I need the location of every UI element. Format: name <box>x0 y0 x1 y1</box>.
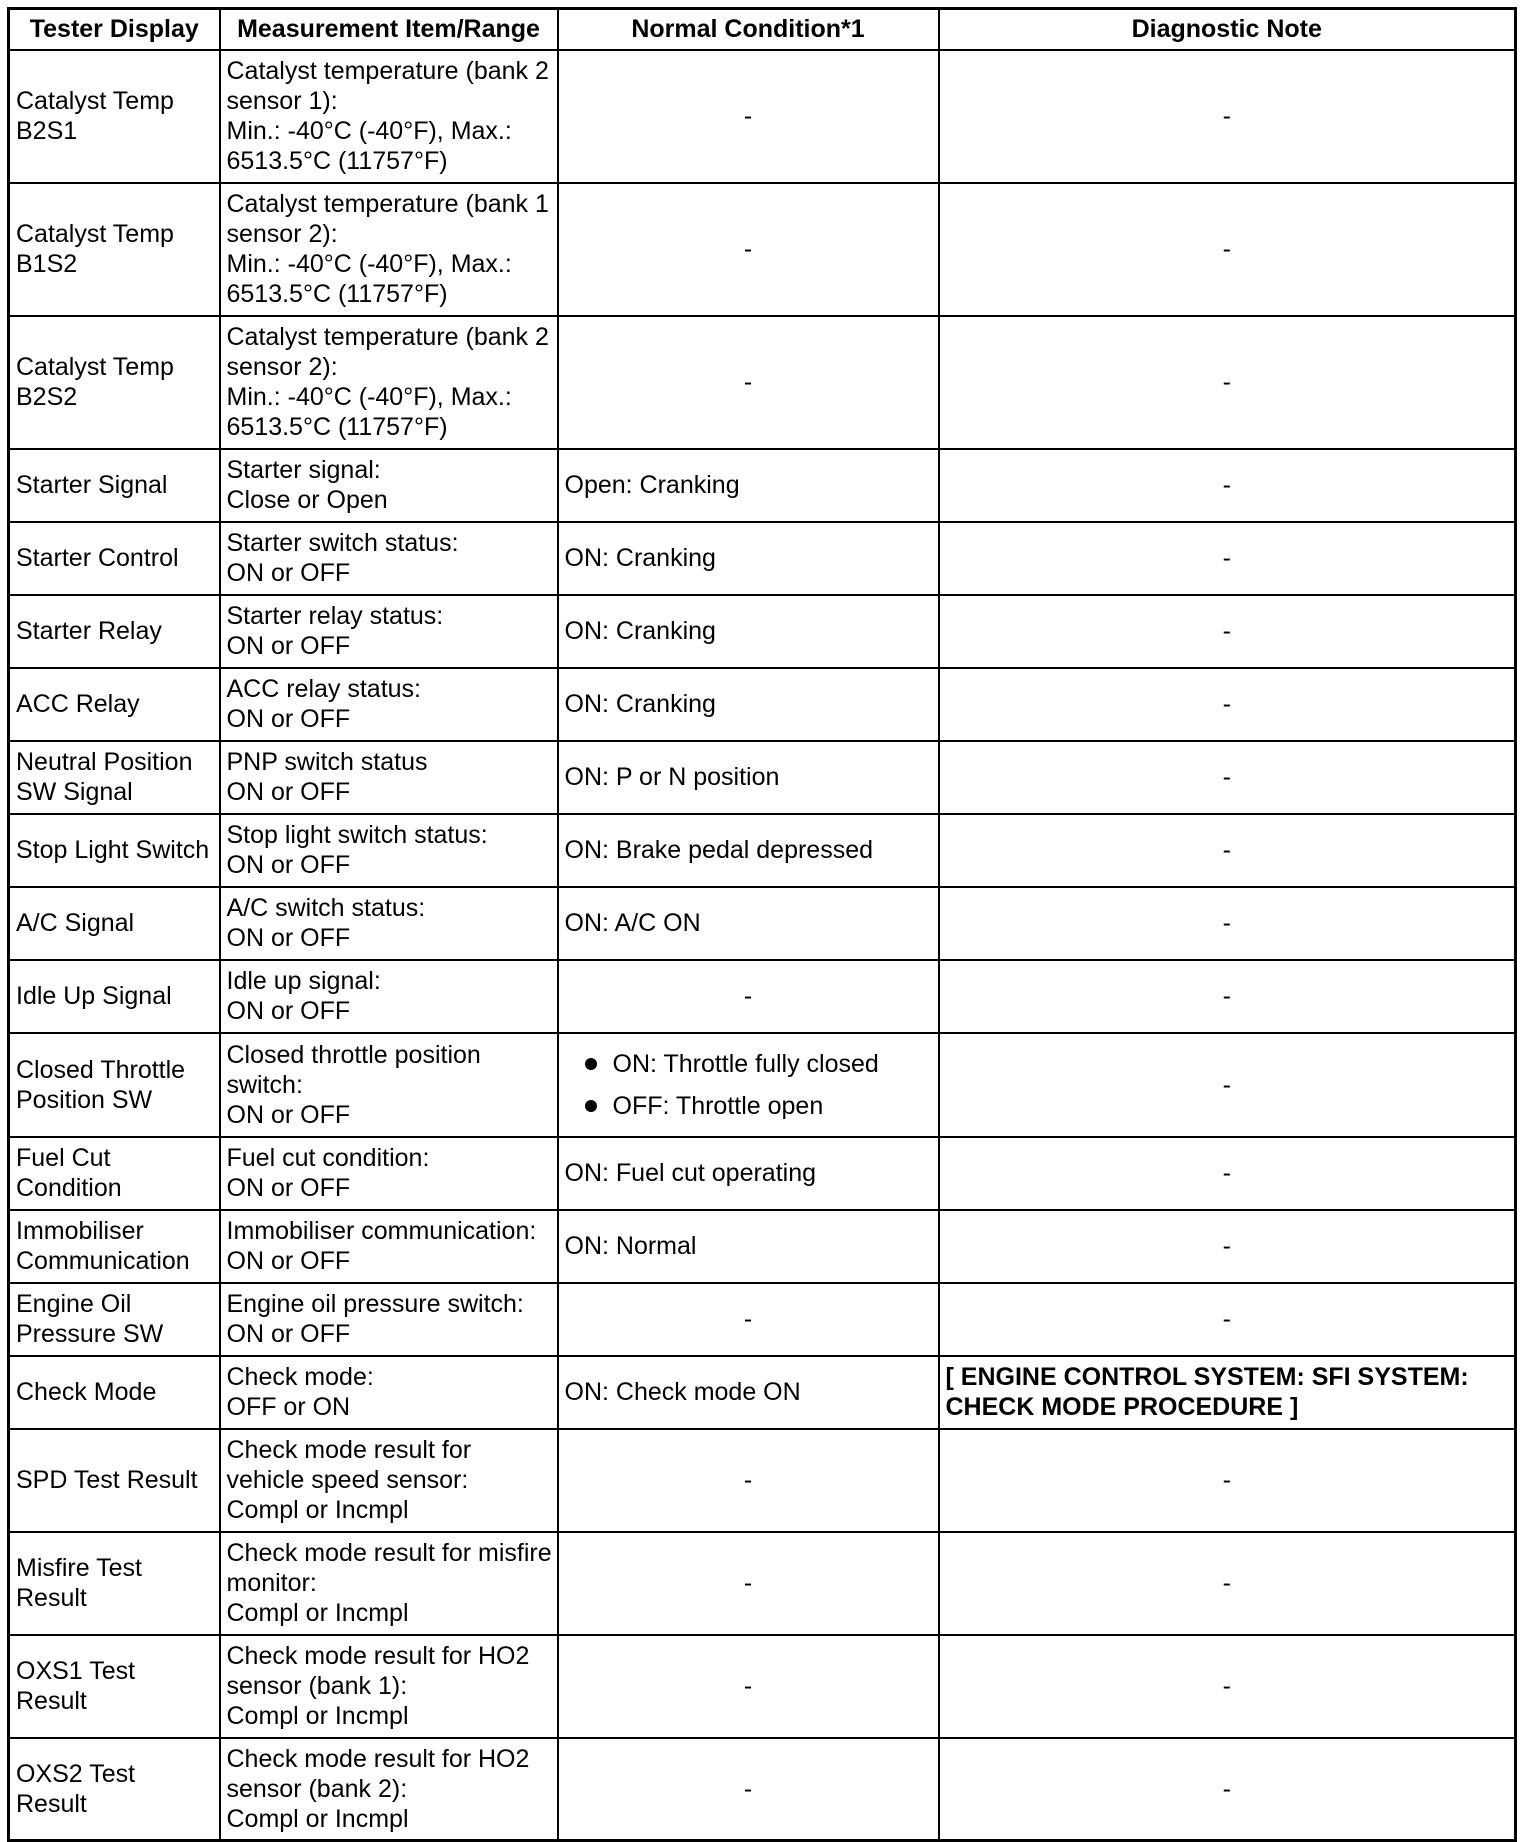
cell-measurement-item <box>220 887 558 960</box>
tester-display-text: SPD Test Result <box>16 1466 198 1494</box>
tester-display-text: Starter Relay <box>16 617 162 645</box>
tester-display-text: Pressure SW <box>16 1320 164 1348</box>
measurement-text: ON or OFF <box>226 1100 351 1129</box>
diagnostic-note-text: - <box>1222 1672 1231 1700</box>
header-diagnostic-note: Diagnostic Note <box>939 9 1516 50</box>
measurement-text: OFF or ON <box>226 1393 351 1421</box>
tester-display-text: B2S1 <box>16 117 78 145</box>
diagnostic-note-text: - <box>1222 909 1231 937</box>
table-row <box>9 960 1516 1033</box>
measurement-text: Fuel cut condition: <box>226 1144 430 1172</box>
table-row <box>9 1210 1516 1283</box>
measurement-text: Compl or Incmpl <box>226 1496 409 1524</box>
measurement-text: Compl or Incmpl <box>226 1804 409 1833</box>
header-tester-display: Tester Display <box>9 9 220 50</box>
normal-condition-text: ON: Cranking <box>564 690 716 718</box>
cell-tester-display <box>9 183 220 316</box>
measurement-text: ON or OFF <box>226 632 351 660</box>
measurement-text: Compl or Incmpl <box>226 1599 409 1627</box>
cell-measurement-item <box>220 1356 558 1429</box>
cell-measurement-item <box>220 1210 558 1283</box>
cell-diagnostic-note <box>939 522 1516 595</box>
cell-diagnostic-note <box>939 814 1516 887</box>
cell-measurement-item <box>220 960 558 1033</box>
cell-measurement-item <box>220 449 558 522</box>
cell-normal-condition <box>558 183 939 316</box>
table-row <box>9 1532 1516 1635</box>
cell-diagnostic-note-link[interactable] <box>939 1356 1516 1429</box>
cell-tester-display <box>9 449 220 522</box>
measurement-text: Check mode: <box>226 1363 374 1391</box>
measurement-text: Starter signal: <box>226 456 381 484</box>
cell-diagnostic-note <box>939 1137 1516 1210</box>
cell-tester-display <box>9 316 220 449</box>
table-row <box>9 50 1516 183</box>
cell-tester-display <box>9 1532 220 1635</box>
table-row <box>9 1738 1516 1841</box>
cell-tester-display <box>9 668 220 741</box>
cell-measurement-item <box>220 1635 558 1738</box>
cell-normal-condition <box>558 1033 939 1137</box>
cell-measurement-item <box>220 1033 558 1137</box>
diagnostic-note-text: - <box>1222 1569 1231 1597</box>
diagnostic-note-text: - <box>1222 102 1231 130</box>
cell-measurement-item <box>220 183 558 316</box>
measurement-text: 6513.5°C (11757°F) <box>226 147 448 175</box>
cell-normal-condition <box>558 595 939 668</box>
cell-tester-display <box>9 1356 220 1429</box>
table-row <box>9 814 1516 887</box>
tester-display-text: Starter Signal <box>16 471 168 499</box>
cell-normal-condition <box>558 1532 939 1635</box>
measurement-text: ON or OFF <box>226 778 351 806</box>
normal-condition-bullet-list <box>565 1049 932 1121</box>
measurement-text: Min.: -40°C (-40°F), Max.: <box>226 383 512 411</box>
cell-normal-condition <box>558 960 939 1033</box>
tester-display-text: ACC Relay <box>16 690 140 718</box>
normal-condition-text: - <box>743 235 753 263</box>
diagnostic-note-text: - <box>1222 368 1231 396</box>
normal-condition-text: ON: Normal <box>564 1232 697 1260</box>
tester-display-text: Result <box>16 1687 87 1715</box>
cell-tester-display <box>9 960 220 1033</box>
tester-display-text: Fuel Cut <box>16 1144 111 1172</box>
header-row <box>9 9 1516 50</box>
cell-measurement-item <box>220 1532 558 1635</box>
tester-display-text: Closed Throttle <box>16 1055 186 1084</box>
normal-condition-text: Open: Cranking <box>564 471 740 499</box>
cell-normal-condition <box>558 1137 939 1210</box>
tester-display-text: Position SW <box>16 1085 153 1114</box>
measurement-text: Compl or Incmpl <box>226 1702 409 1730</box>
normal-condition-text: ON: Cranking <box>564 544 716 572</box>
measurement-text: 6513.5°C (11757°F) <box>226 413 448 441</box>
data-monitor-table <box>7 7 1517 1842</box>
cell-normal-condition <box>558 741 939 814</box>
cell-measurement-item <box>220 595 558 668</box>
cell-normal-condition <box>558 887 939 960</box>
diagnostic-note-text: - <box>1222 763 1231 791</box>
measurement-text: sensor 2): <box>226 220 338 248</box>
diagnostic-note-text: - <box>1222 1070 1231 1099</box>
measurement-text: 6513.5°C (11757°F) <box>226 280 448 308</box>
cell-tester-display <box>9 1033 220 1137</box>
measurement-text: switch: <box>226 1070 303 1099</box>
cell-tester-display <box>9 1429 220 1532</box>
normal-condition-text: - <box>743 368 753 396</box>
cell-diagnostic-note <box>939 1532 1516 1635</box>
table-row <box>9 1429 1516 1532</box>
cell-diagnostic-note <box>939 1283 1516 1356</box>
cell-diagnostic-note <box>939 1033 1516 1137</box>
cell-measurement-item <box>220 668 558 741</box>
tester-display-text: Catalyst Temp <box>16 220 174 248</box>
cell-measurement-item <box>220 814 558 887</box>
measurement-text: ON or OFF <box>226 1320 351 1348</box>
diagnostic-note-text: - <box>1222 1774 1231 1803</box>
measurement-text: Catalyst temperature (bank 2 <box>226 57 549 85</box>
measurement-text: monitor: <box>226 1569 317 1597</box>
measurement-text: ON or OFF <box>226 997 351 1025</box>
cell-tester-display <box>9 50 220 183</box>
tester-display-text: OXS1 Test <box>16 1657 136 1685</box>
table-row <box>9 1033 1516 1137</box>
measurement-text: sensor (bank 2): <box>226 1774 408 1803</box>
table-row <box>9 522 1516 595</box>
tester-display-text: A/C Signal <box>16 909 135 937</box>
table-row <box>9 887 1516 960</box>
cell-diagnostic-note <box>939 595 1516 668</box>
measurement-text: Close or Open <box>226 486 388 514</box>
cell-normal-condition <box>558 1429 939 1532</box>
normal-condition-text: ON: P or N position <box>564 763 780 791</box>
cell-diagnostic-note <box>939 1635 1516 1738</box>
cell-tester-display <box>9 887 220 960</box>
tester-display-text: Immobiliser <box>16 1217 144 1245</box>
normal-condition-text: - <box>743 982 753 1010</box>
normal-condition-text: - <box>743 1305 753 1333</box>
normal-condition-text: - <box>743 1569 753 1597</box>
diagnostic-note-text: - <box>1222 1466 1231 1494</box>
table-row <box>9 449 1516 522</box>
normal-condition-text: ON: Fuel cut operating <box>564 1159 817 1187</box>
cell-tester-display <box>9 595 220 668</box>
tester-display-text: Starter Control <box>16 544 179 572</box>
measurement-text: Immobiliser communication: <box>226 1217 537 1245</box>
measurement-text: Check mode result for misfire <box>226 1539 552 1567</box>
diagnostic-note-text: - <box>1222 690 1231 718</box>
cell-diagnostic-note <box>939 887 1516 960</box>
table-body <box>9 50 1516 1841</box>
cell-normal-condition <box>558 1356 939 1429</box>
tester-display-text: Neutral Position <box>16 748 193 776</box>
normal-condition-bullet-item: OFF: Throttle open <box>565 1091 932 1121</box>
measurement-text: Check mode result for <box>226 1436 472 1464</box>
cell-tester-display <box>9 741 220 814</box>
cell-measurement-item <box>220 741 558 814</box>
normal-condition-bullet-item: ON: Throttle fully closed <box>565 1049 932 1079</box>
table-row <box>9 595 1516 668</box>
measurement-text: Catalyst temperature (bank 1 <box>226 190 549 218</box>
measurement-text: Check mode result for HO2 <box>226 1744 530 1773</box>
diagnostic-note-text: - <box>1222 1305 1231 1333</box>
diagnostic-note-text: - <box>1222 471 1231 499</box>
normal-condition-text: ON: Check mode ON <box>564 1378 801 1406</box>
measurement-text: ON or OFF <box>226 924 351 952</box>
measurement-text: sensor (bank 1): <box>226 1672 408 1700</box>
normal-condition-text: ON: Cranking <box>564 617 716 645</box>
cell-normal-condition <box>558 50 939 183</box>
table-row <box>9 741 1516 814</box>
measurement-text: Engine oil pressure switch: <box>226 1290 524 1318</box>
tester-display-text: Result <box>16 1584 87 1612</box>
measurement-text: ACC relay status: <box>226 675 422 703</box>
cell-normal-condition <box>558 449 939 522</box>
cell-tester-display <box>9 814 220 887</box>
table-row <box>9 183 1516 316</box>
table-row <box>9 316 1516 449</box>
tester-display-text: Catalyst Temp <box>16 87 174 115</box>
table-row <box>9 1283 1516 1356</box>
cell-measurement-item <box>220 1283 558 1356</box>
cell-diagnostic-note <box>939 50 1516 183</box>
measurement-text: Closed throttle position <box>226 1040 481 1069</box>
cell-diagnostic-note <box>939 668 1516 741</box>
measurement-text: ON or OFF <box>226 1247 351 1275</box>
normal-condition-text: - <box>743 1466 753 1494</box>
cell-measurement-item <box>220 1429 558 1532</box>
table-row <box>9 668 1516 741</box>
cell-normal-condition <box>558 522 939 595</box>
cell-measurement-item <box>220 1137 558 1210</box>
normal-condition-text: ON: A/C ON <box>564 909 701 937</box>
tester-display-text: SW Signal <box>16 778 133 806</box>
tester-display-text: B2S2 <box>16 383 78 411</box>
cell-tester-display <box>9 1137 220 1210</box>
cell-normal-condition <box>558 814 939 887</box>
table-row <box>9 1356 1516 1429</box>
cell-diagnostic-note <box>939 1429 1516 1532</box>
measurement-text: A/C switch status: <box>226 894 426 922</box>
tester-display-text: Catalyst Temp <box>16 353 174 381</box>
measurement-text: Min.: -40°C (-40°F), Max.: <box>226 250 512 278</box>
cell-diagnostic-note <box>939 316 1516 449</box>
diagnostic-note-link-text[interactable]: CHECK MODE PROCEDURE ] <box>945 1393 1299 1421</box>
tester-display-text: Engine Oil <box>16 1290 132 1318</box>
cell-normal-condition <box>558 1738 939 1841</box>
measurement-text: Min.: -40°C (-40°F), Max.: <box>226 117 512 145</box>
tester-display-text: Result <box>16 1789 87 1818</box>
measurement-text: ON or OFF <box>226 1174 351 1202</box>
tester-display-text: Check Mode <box>16 1378 157 1406</box>
tester-display-text: Stop Light Switch <box>16 836 210 864</box>
tester-display-text: Idle Up Signal <box>16 982 172 1010</box>
diagnostic-note-text: - <box>1222 235 1231 263</box>
measurement-text: ON or OFF <box>226 851 351 879</box>
cell-measurement-item <box>220 1738 558 1841</box>
diagnostic-note-text: - <box>1222 982 1231 1010</box>
normal-condition-text: - <box>743 1774 753 1803</box>
cell-tester-display <box>9 1738 220 1841</box>
cell-normal-condition <box>558 668 939 741</box>
normal-condition-text: - <box>743 1672 753 1700</box>
measurement-text: ON or OFF <box>226 559 351 587</box>
header-normal-condition: Normal Condition*1 <box>558 9 939 50</box>
measurement-text: Starter switch status: <box>226 529 459 557</box>
tester-display-text: Misfire Test <box>16 1554 142 1582</box>
tester-display-text: OXS2 Test <box>16 1759 136 1788</box>
cell-normal-condition <box>558 1283 939 1356</box>
measurement-text: Stop light switch status: <box>226 821 488 849</box>
diagnostic-note-text: - <box>1222 1232 1231 1260</box>
normal-condition-text: - <box>743 102 753 130</box>
tester-display-text: Communication <box>16 1247 190 1275</box>
measurement-text: PNP switch status <box>226 748 428 776</box>
cell-diagnostic-note <box>939 960 1516 1033</box>
diagnostic-note-text: - <box>1222 617 1231 645</box>
cell-measurement-item <box>220 50 558 183</box>
measurement-text: vehicle speed sensor: <box>226 1466 469 1494</box>
cell-diagnostic-note <box>939 741 1516 814</box>
cell-normal-condition <box>558 1635 939 1738</box>
table-row <box>9 1137 1516 1210</box>
measurement-text: Idle up signal: <box>226 967 381 995</box>
cell-normal-condition <box>558 1210 939 1283</box>
cell-diagnostic-note <box>939 449 1516 522</box>
header-measurement-item: Measurement Item/Range <box>220 9 558 50</box>
cell-tester-display <box>9 1635 220 1738</box>
cell-measurement-item <box>220 316 558 449</box>
cell-normal-condition <box>558 316 939 449</box>
diagnostic-note-text: - <box>1222 544 1231 572</box>
cell-diagnostic-note <box>939 1738 1516 1841</box>
measurement-text: sensor 1): <box>226 87 338 115</box>
cell-tester-display <box>9 1210 220 1283</box>
cell-diagnostic-note <box>939 183 1516 316</box>
measurement-text: ON or OFF <box>226 705 351 733</box>
tester-display-text: B1S2 <box>16 250 78 278</box>
cell-tester-display <box>9 522 220 595</box>
normal-condition-text: ON: Brake pedal depressed <box>564 836 874 864</box>
cell-diagnostic-note <box>939 1210 1516 1283</box>
measurement-text: Starter relay status: <box>226 602 444 630</box>
tester-display-text: Condition <box>16 1174 122 1202</box>
table-row <box>9 1635 1516 1738</box>
diagnostic-note-link-text[interactable]: [ ENGINE CONTROL SYSTEM: SFI SYSTEM: <box>945 1363 1469 1391</box>
diagnostic-note-text: - <box>1222 836 1231 864</box>
measurement-text: sensor 2): <box>226 353 338 381</box>
cell-tester-display <box>9 1283 220 1356</box>
cell-measurement-item <box>220 522 558 595</box>
measurement-text: Check mode result for HO2 <box>226 1642 530 1670</box>
diagnostic-note-text: - <box>1222 1159 1231 1187</box>
measurement-text: Catalyst temperature (bank 2 <box>226 323 549 351</box>
